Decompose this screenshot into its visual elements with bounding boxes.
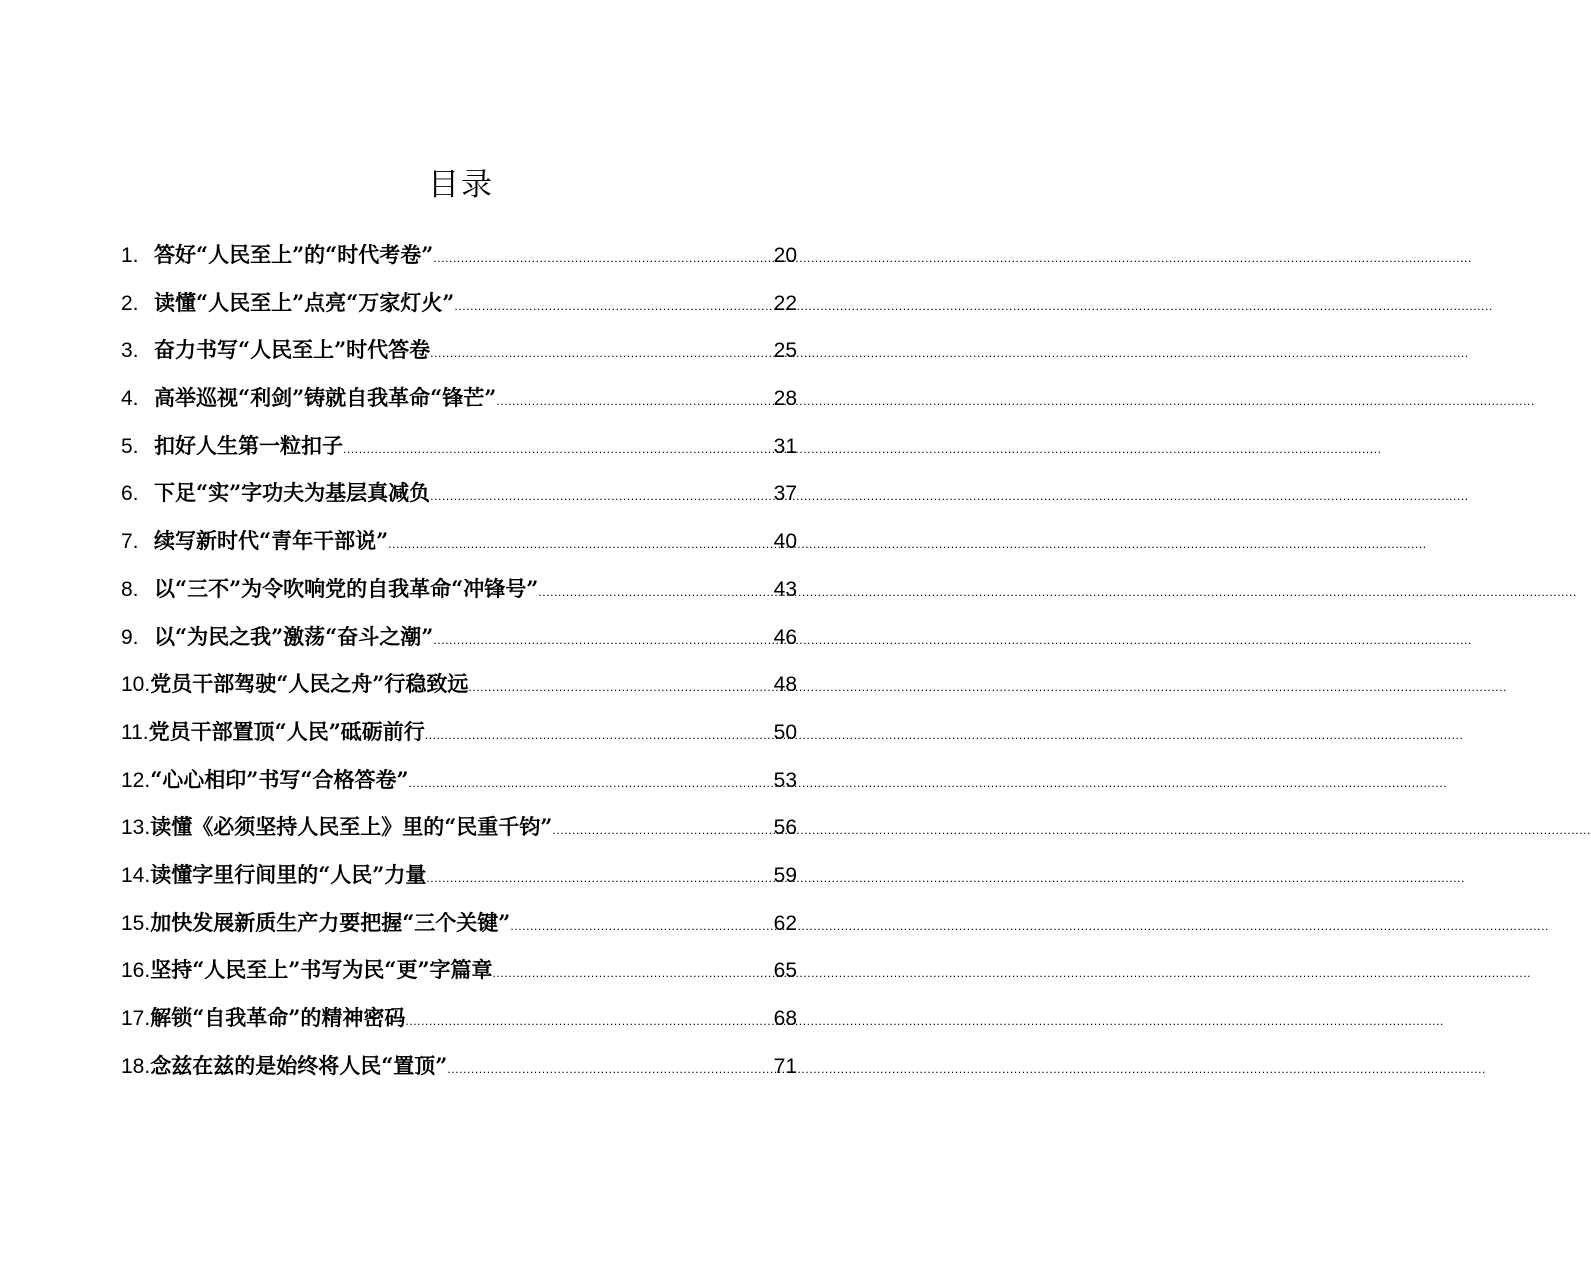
toc-entry — [121, 231, 797, 279]
toc-entry — [121, 660, 797, 708]
toc-entry-number: 10. — [121, 673, 151, 697]
toc-entry — [121, 517, 797, 565]
toc-entry-title: 党员干部置顶“人民”砥砺前行 — [148, 718, 425, 744]
toc-entry-number: 17. — [121, 1007, 151, 1030]
toc-entry — [121, 613, 797, 661]
toc-dot-leader — [426, 855, 773, 903]
toc-entry-page: 53 — [773, 768, 797, 792]
toc-entry-page: 40 — [773, 530, 797, 554]
toc-entry-number: 16. — [121, 959, 151, 983]
toc-entry-number: 1. — [121, 244, 139, 267]
toc-entry — [121, 326, 797, 374]
toc-entry — [121, 469, 797, 517]
toc-dot-leader — [433, 617, 773, 665]
toc-entry-title: 续写新时代“青年干部说” — [154, 528, 389, 554]
toc-entry-page: 28 — [773, 387, 797, 411]
toc-dot-leader — [405, 998, 773, 1046]
toc-dot-leader — [496, 378, 773, 426]
toc-entry-number: 3. — [121, 339, 139, 363]
toc-dot-leader — [493, 950, 774, 998]
toc-entry-title: 奋力书写“人民至上”时代答卷 — [154, 337, 431, 363]
toc-list — [121, 231, 797, 1089]
toc-entry — [121, 994, 797, 1042]
toc-entry — [121, 851, 797, 899]
toc-dot-leader — [430, 473, 773, 521]
toc-entry — [121, 279, 797, 327]
toc-dot-leader — [343, 426, 774, 474]
toc-entry-title: 解锁“自我革命”的精神密码 — [150, 1005, 406, 1030]
toc-entry-page: 46 — [773, 625, 797, 649]
toc-entry-title: 读懂字里行间里的“人民”力量 — [150, 861, 427, 887]
toc-entry-page: 62 — [773, 911, 797, 935]
toc-dot-leader — [510, 903, 773, 951]
toc-entry — [121, 946, 797, 994]
toc-entry-number: 4. — [121, 387, 139, 411]
toc-entry-title: 坚持“人民至上”书写为民“更”字篇章 — [150, 957, 493, 983]
toc-entry-page: 65 — [773, 959, 797, 983]
toc-dot-leader — [425, 712, 774, 760]
toc-dot-leader — [468, 664, 773, 712]
toc-entry-page: 43 — [773, 577, 797, 601]
toc-entry-title: 高举巡视“利剑”铸就自我革命“锋芒” — [154, 385, 497, 411]
toc-entry — [121, 708, 797, 756]
toc-entry-page: 20 — [773, 244, 797, 267]
toc-entry — [121, 756, 797, 804]
toc-entry-number: 7. — [121, 530, 139, 554]
toc-entry-page: 37 — [773, 482, 797, 506]
toc-dot-leader — [552, 807, 773, 855]
toc-entry-title: 念兹在兹的是始终将人民“置顶” — [150, 1052, 448, 1078]
toc-entry-title: “心心相印”书写“合格答卷” — [150, 766, 409, 792]
toc-entry — [121, 899, 797, 947]
toc-entry-title: 以“三不”为令吹响党的自我革命“冲锋号” — [154, 575, 539, 601]
toc-entry-number: 12. — [121, 768, 151, 792]
toc-entry — [121, 374, 797, 422]
toc-entry-page: 50 — [773, 720, 797, 744]
toc-dot-leader — [447, 1046, 773, 1094]
toc-entry-number: 18. — [121, 1054, 151, 1078]
toc-entry-title: 加快发展新质生产力要把握“三个关键” — [150, 909, 511, 935]
toc-entry-number: 8. — [121, 577, 139, 601]
toc-entry-page: 71 — [773, 1054, 797, 1078]
toc-entry-number: 9. — [121, 625, 139, 649]
toc-entry-title: 读懂“人民至上”点亮“万家灯火” — [154, 289, 455, 315]
toc-dot-leader — [433, 235, 773, 283]
toc-entry-page: 59 — [773, 863, 797, 887]
toc-dot-leader — [538, 569, 773, 617]
toc-entry-number: 2. — [121, 291, 139, 315]
toc-entry-number: 13. — [121, 816, 151, 840]
toc-entry-title: 以“为民之我”激荡“奋斗之潮” — [154, 623, 434, 649]
toc-entry-number: 15. — [121, 911, 151, 935]
toc-entry-title: 扣好人生第一粒扣子 — [154, 432, 343, 458]
toc-entry — [121, 1042, 797, 1090]
toc-entry — [121, 422, 797, 470]
toc-title: 目录 — [428, 167, 494, 203]
toc-entry-page: 56 — [773, 816, 797, 840]
toc-dot-leader — [388, 521, 773, 569]
toc-entry — [121, 565, 797, 613]
toc-entry-title: 读懂《必须坚持人民至上》里的“民重千钧” — [150, 814, 553, 840]
toc-entry-title: 党员干部驾驶“人民之舟”行稳致远 — [150, 671, 469, 697]
toc-entry-title: 下足“实”字功夫为基层真减负 — [154, 480, 431, 506]
toc-entry-page: 31 — [773, 434, 797, 458]
toc-entry-number: 6. — [121, 482, 139, 506]
toc-dot-leader — [430, 330, 773, 378]
toc-entry-page: 48 — [773, 673, 797, 697]
toc-entry-number: 5. — [121, 434, 139, 458]
toc-dot-leader — [409, 760, 774, 808]
toc-entry-number: 11. — [121, 720, 149, 744]
toc-entry — [121, 803, 797, 851]
toc-entry-page: 68 — [773, 1007, 797, 1030]
toc-entry-page: 22 — [773, 291, 797, 315]
toc-entry-number: 14. — [121, 863, 151, 887]
toc-entry-title: 答好“人民至上”的“时代考卷” — [154, 242, 434, 267]
toc-entry-page: 25 — [773, 339, 797, 363]
toc-dot-leader — [454, 283, 773, 331]
